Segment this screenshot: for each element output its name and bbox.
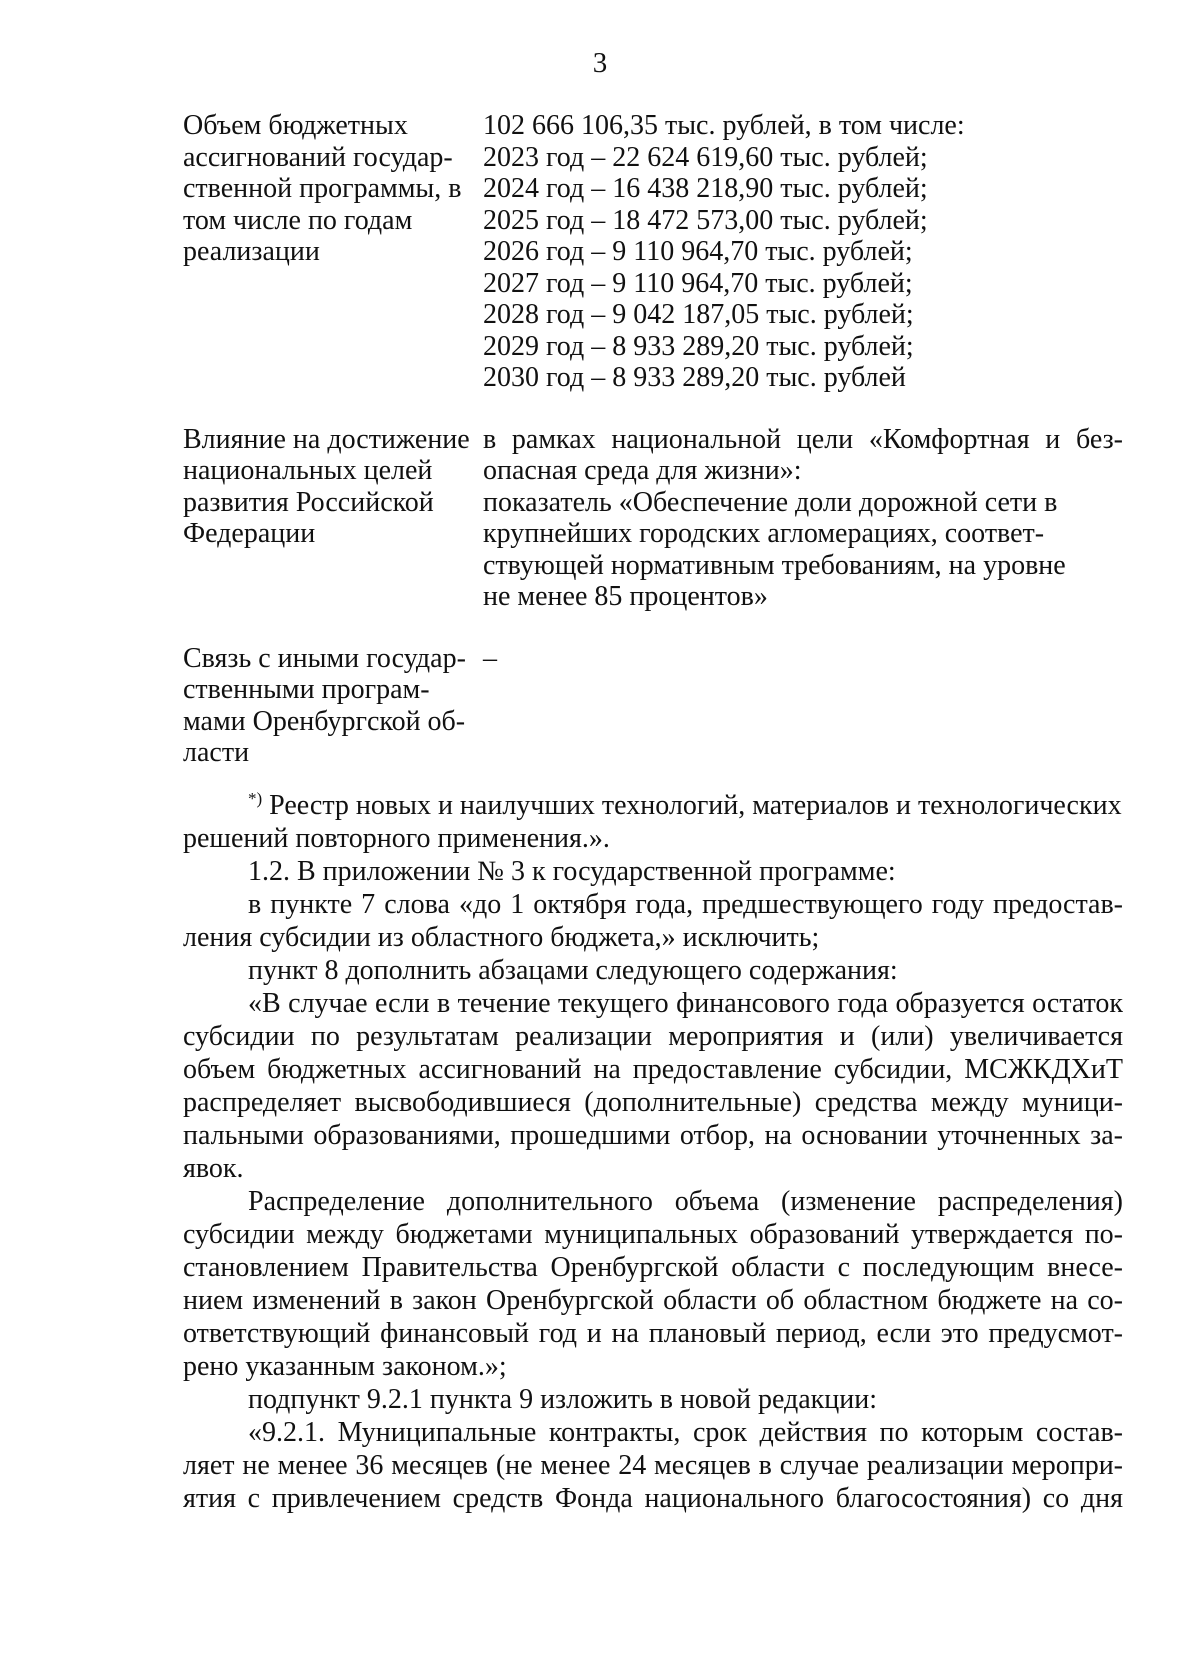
row-label — [183, 424, 483, 613]
label-line: Федерации — [183, 518, 316, 549]
footnote — [183, 789, 1123, 822]
passport-table — [183, 110, 1123, 769]
value-line: 2024 год – 16 438 218,90 тыс. рублей; — [483, 173, 928, 204]
label-line: развития Российской — [183, 486, 434, 518]
footnote-marker: *) — [248, 789, 263, 808]
paragraph-line: «9.2.1. Муниципальные контракты, срок действия по которым состав- — [248, 1417, 1123, 1448]
row-label — [183, 110, 483, 394]
value-line: ствующей нормативным требованиям, на уровне — [483, 549, 1066, 581]
label-line: ственной программы, в — [183, 173, 462, 204]
value-line: 102 666 106,35 тыс. рублей, в том числе: — [483, 110, 965, 141]
value-line: в рамках национальной цели «Комфортная и без- — [483, 423, 1123, 455]
table-row-budget — [183, 110, 1123, 394]
paragraph-line: рено указанным законом.»; — [183, 1351, 507, 1382]
label-line: Влияние на достижение — [183, 423, 470, 455]
row-value — [483, 643, 1123, 769]
table-row-other-programs — [183, 643, 1123, 769]
value-line: крупнейших городских агломерациях, соответ- — [483, 518, 1045, 549]
paragraph-line: объем бюджетных ассигнований на предоставление субсидии, МСЖКДХиТ — [183, 1054, 1123, 1085]
value-line: 2023 год – 22 624 619,60 тыс. рублей; — [483, 141, 928, 173]
paragraph-line: подпункт 9.2.1 пункта 9 изложить в новой редакции: — [248, 1384, 878, 1415]
page-number: 3 — [592, 47, 608, 79]
row-value — [483, 424, 1123, 613]
paragraph-line: ления субсидии из областного бюджета,» исключить; — [183, 922, 820, 953]
row-value — [483, 110, 1123, 394]
paragraph-line: пальными образованиями, прошедшими отбор, на основании уточненных за- — [183, 1120, 1123, 1151]
paragraph-line: в пункте 7 слова «до 1 октября года, предшествующего году предостав- — [248, 889, 1123, 920]
paragraph-line: Распределение дополнительного объема (изменение распределения) — [248, 1186, 1123, 1217]
label-line: ассигнований государ- — [183, 141, 453, 173]
row-label — [183, 643, 483, 769]
paragraph-line: 1.2. В приложении № 3 к государственной программе: — [248, 856, 896, 887]
label-line: национальных целей — [183, 455, 433, 486]
paragraph-line: «В случае если в течение текущего финансового года образуется остаток — [248, 988, 1123, 1019]
value-line: 2029 год – 8 933 289,20 тыс. рублей; — [483, 330, 914, 362]
label-line: том числе по годам — [183, 204, 413, 236]
paragraph-line: становлением Правительства Оренбургской области с последующим внесе- — [183, 1252, 1123, 1283]
document-body — [183, 789, 1123, 1515]
label-line: реализации — [183, 236, 320, 267]
value-line: 2027 год – 9 110 964,70 тыс. рублей; — [483, 267, 913, 299]
table-row-national-goals — [183, 424, 1123, 613]
paragraph-line: ответствующий финансовый год и на плановый период, если это предусмот- — [183, 1318, 1123, 1349]
paragraph-line: распределяет высвободившиеся (дополнительные) средства между муници- — [183, 1087, 1123, 1118]
label-line: ственными програм- — [183, 674, 430, 705]
paragraph-line: ятия с привлечением средств Фонда национального благосостояния) со дня — [183, 1483, 1123, 1514]
value-line: – — [483, 642, 497, 674]
value-line: не менее 85 процентов» — [483, 581, 768, 612]
label-line: ласти — [183, 737, 250, 768]
value-line: 2028 год – 9 042 187,05 тыс. рублей; — [483, 299, 914, 330]
value-line: 2026 год – 9 110 964,70 тыс. рублей; — [483, 236, 913, 267]
value-line: 2030 год – 8 933 289,20 тыс. рублей — [483, 362, 906, 393]
paragraph-line: субсидии по результатам реализации мероприятия и (или) увеличивается — [183, 1021, 1123, 1052]
paragraph-line: ляет не менее 36 месяцев (не менее 24 месяцев в случае реализации меропри- — [183, 1450, 1123, 1481]
paragraph-line: пункт 8 дополнить абзацами следующего содержания: — [248, 955, 898, 986]
value-line: 2025 год – 18 472 573,00 тыс. рублей; — [483, 204, 928, 236]
footnote-text: Реестр новых и наилучших технологий, материалов и технологических — [262, 790, 1122, 821]
paragraph-line: явок. — [183, 1153, 244, 1184]
label-line: Связь с иными государ- — [183, 642, 466, 674]
value-line: опасная среда для жизни»: — [483, 455, 802, 486]
value-line: показатель «Обеспечение доли дорожной сети в — [483, 486, 1058, 518]
label-line: мами Оренбургской об- — [183, 705, 466, 737]
paragraph-line: нием изменений в закон Оренбургской области об областном бюджете на со- — [183, 1285, 1123, 1316]
footnote-continuation: решений повторного применения.». — [183, 823, 610, 854]
paragraph-line: субсидии между бюджетами муниципальных образований утверждается по- — [183, 1219, 1123, 1250]
label-line: Объем бюджетных — [183, 110, 408, 141]
